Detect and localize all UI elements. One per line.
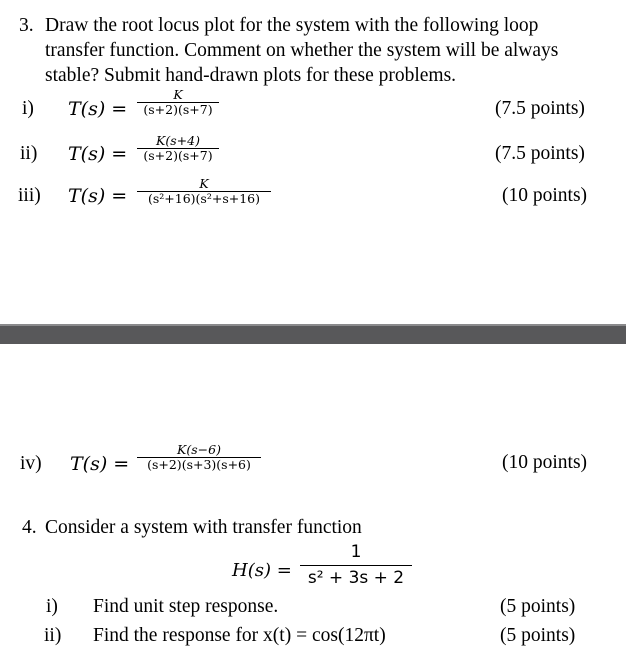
q3-item-iii-points: (10 points): [502, 185, 588, 206]
q3-item-i-points: (7.5 points): [495, 98, 585, 119]
fraction-denominator: (s+2)(s+7): [143, 102, 213, 118]
fraction-numerator: K(s−6): [177, 442, 221, 457]
q3-item-i-fraction: [137, 88, 219, 117]
page-divider: [0, 326, 626, 344]
q3-item-ii-fraction: [137, 134, 219, 163]
q4-h-fraction: [300, 542, 412, 588]
q4-h-lhs: H(s) =: [232, 560, 292, 581]
q3-item-ii-lhs: T(s) =: [68, 143, 128, 165]
fraction-denominator: (s²+16)(s²+s+16): [147, 191, 260, 207]
fraction-denominator: (s+2)(s+3)(s+6): [147, 457, 251, 473]
fraction-denominator: (s+2)(s+7): [143, 148, 213, 164]
q3-number: 3.: [19, 15, 34, 36]
q4-item-ii-label: ii): [44, 625, 62, 646]
q3-item-iii-label: iii): [18, 185, 41, 206]
q4-item-i-text: Find unit step response.: [93, 596, 279, 617]
fraction-bar: [300, 565, 412, 566]
fraction-numerator: 1: [350, 542, 362, 562]
q3-item-iii-fraction: [137, 177, 271, 206]
q3-item-iv-lhs: T(s) =: [70, 453, 130, 475]
q4-item-i-label: i): [46, 596, 58, 617]
fraction-numerator: K: [173, 87, 183, 102]
q4-item-i-points: (5 points): [500, 596, 576, 617]
q3-line-1: Draw the root locus plot for the system with the following loop: [45, 15, 539, 36]
q4-item-ii-text: Find the response for x(t) = cos(12πt): [93, 625, 386, 646]
q3-item-ii-points: (7.5 points): [495, 143, 585, 164]
fraction-denominator: s² + 3s + 2: [307, 568, 405, 589]
q3-item-iv-points: (10 points): [502, 452, 588, 473]
fraction-numerator: K: [199, 176, 209, 191]
q3-line-2: transfer function. Comment on whether the system will be always: [45, 40, 559, 61]
fraction-numerator: K(s+4): [156, 133, 200, 148]
q4-line-1: Consider a system with transfer function: [45, 517, 362, 538]
q3-item-ii-label: ii): [20, 143, 38, 164]
q3-item-iv-fraction: [137, 443, 261, 472]
q3-item-i-lhs: T(s) =: [68, 98, 128, 120]
q3-item-iv-label: iv): [20, 453, 42, 474]
q4-item-ii-points: (5 points): [500, 625, 576, 646]
q3-item-i-label: i): [22, 98, 34, 119]
q3-item-iii-lhs: T(s) =: [68, 185, 128, 207]
q4-number: 4.: [22, 517, 37, 538]
q3-line-3: stable? Submit hand-drawn plots for these problems.: [45, 65, 457, 86]
